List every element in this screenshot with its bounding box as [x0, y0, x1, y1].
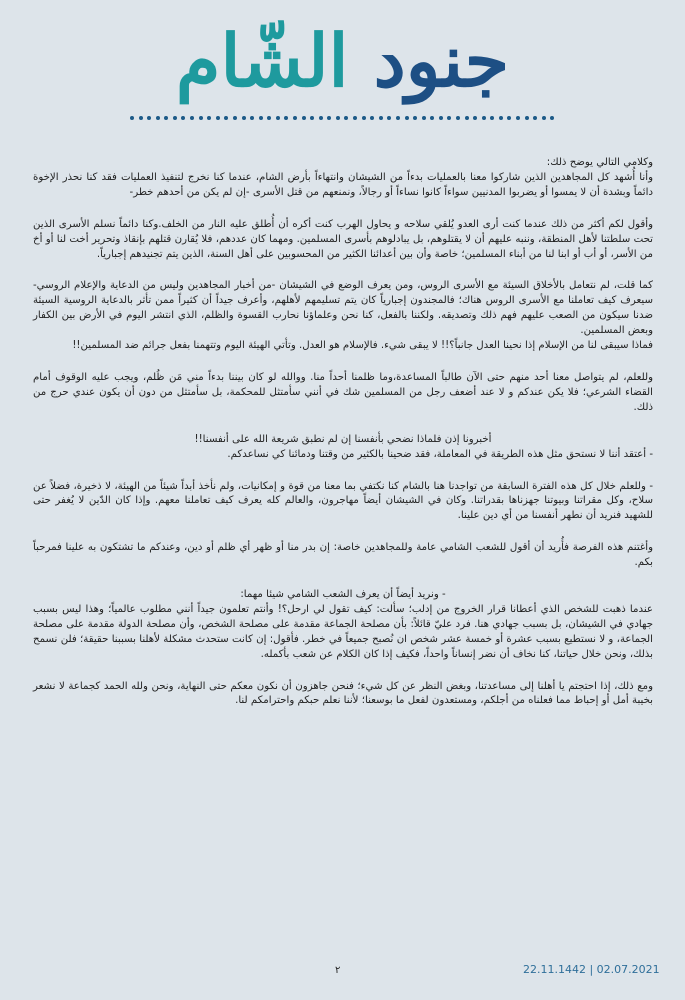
dotted-divider [130, 114, 555, 122]
paragraph-3-continuation: فماذا سيبقى لنا من الإسلام إذا نحينا العدل جانباً؟!! لا يبقى شيء. فالإسلام هو العدل. وتأتي الهيئة اليوم وتتهمنا بفعل جرائم ضد المسلمين!! [72, 340, 653, 352]
paragraph-4: وللعلم، لم يتواصل معنا أحد منهم حتى الآن طالباً المساعدة،وما ظلمنا أحداً منا. ووالله لو كان بيننا بدءاً مني مَن ظُلم، ويجب عليه الوقوف أمام القضاء الشرعي؛ فلا يكن عندكم و لا عند أضعف رجل من المسلمين شك في أنني سأمتثل للمحكمة، بل سأمتثل من دون أن يكون عندي حرج من ذلك. [33, 371, 653, 413]
paragraph-5-line-2: - أعتقد أننا لا نستحق مثل هذه الطريقة في المعاملة، فقد ضحينا بالكثير من وقتنا ودمائنا كي نساعدكم. [227, 448, 653, 460]
paragraph-3 [33, 279, 653, 354]
paragraph-7: وأغتنم هذه الفرصة فأُريد أن أقول للشعب الشامي عامة وللمجاهدين خاصة: إن بدر منا أو ظهر أي ظلم أو دين، وعندكم ما تشتكون به علينا فمرحباً بكم. [33, 542, 653, 569]
page-number: ٢ [335, 965, 341, 976]
article-body [33, 156, 653, 726]
footer-date: 22.11.1442 | 02.07.2021 [523, 963, 660, 976]
paragraph-8-heading: - ونريد أيضاً أن يعرف الشعب الشامي شيئا مهما: [240, 589, 446, 601]
paragraph-8 [33, 588, 653, 663]
paragraph-1 [33, 156, 653, 201]
logo-word-2: الشّام [175, 17, 349, 103]
paragraph-2: وأقول لكم أكثر من ذلك عندما كنت أرى العدو يُلقي سلاحه و يحاول الهرب كنت أكره أن أُطلق عليه النار من الخلف.وكنا دائماً نسلم الأسرى الذين تحت سلطتنا لأهل المنطقة، وننبه عليهم أن لا يقتلوهم، بل يبادلوهم بأسرى المسلمين. ومهما كان عددهم، فلا يُقارن قتلهم بإنقاذ وتحرير أخت لنا أو أخ من الأسر، أو أب أو ابنا لنا من أبناء المسلمين؛ خاصة وأن بين أعدائنا الكثير من المحسوبين على أهل السنة، الذين يتم تجنيدهم إجبارياً. [33, 218, 653, 260]
paragraph-3-text: كما قلت، لم نتعامل بالأخلاق السيئة مع الأسرى الروس، ومن يعرف الوضع في الشيشان -من أخبار المجاهدين وليس من الدعاية والإعلام الروسي- سيعرف كيف تعاملنا مع الأسرى الروس هناك؛ فالمجندون إجبارياً كان يتم تسليمهم لأهلهم، وأعرف جيداً أن كثيراً ممن تأثر بالدعاية الروسية السيئة ضدنا سيكون من الصعب عليهم فهم ذلك وتصديقه. ولكننا بالفعل، كنا نحن وعلماؤنا نحارب القسوة والظلم، الذي انتشر اليوم في الأرض بين الكفار وبعض المسلمين. [33, 280, 653, 337]
paragraph-1-intro: وكلامي التالي يوضح ذلك: [546, 157, 653, 168]
paragraph-8-text: عندما ذهبت للشخص الذي أعطانا قرار الخروج من إدلب؛ سألت: كيف تقول لي ارحل؟! وأنتم تعلمون جيداً أنني مطلوب عالمياً؛ وهذا ليس بسبب جهادي في الشيشان، بل بسبب جهادي هنا. فرد عليّ قائلاً: بأن مصلحة الجماعة مقدمة على مصلحة الشخص، وأن مصلحة الدولة مقدمة على مصلحة الجماعة، و لا نستطيع بسبب عشرة أو خمسة عشر شخص ان نُصبح جميعاً في خطر. فأقول: إن كانت ستحدث مشكلة لأهلنا بسببنا حقيقة؛ فلن نسمح بذلك، ونحن خلال حياتنا، كنا نخاف أن نضر إنساناً واحداً، فكيف إذا كان الكلام عن شعب بأكمله. [33, 603, 653, 660]
logo-word-1: جنود [373, 17, 510, 103]
paragraph-6: - وللعلم خلال كل هذه الفترة السابقة من تواجدنا هنا بالشام كنا نكتفي بما معنا من قوة و إمكانيات، ولم نأخذ أبداً شيئاً من الهيئة، لا ذخيرة، فضلاً عن سلاح، وكل مقراتنا وبيوتنا جهزناها بقدراتنا. وكان في الشيشان أيضاً مهاجرون، والعالم كله يعرف كيف تعاملنا معهم. وإذا كان الدّين لا يُغفر حتى للشهيد فنريد أن نطهر أنفسنا من أي دين علينا. [33, 480, 653, 522]
paragraph-5-line-1: أخبرونا إذن فلماذا نضحي بأنفسنا إن لم نطبق شريعة الله على أنفسنا!! [194, 433, 492, 445]
logo-text [175, 17, 510, 103]
paragraph-5 [33, 433, 653, 463]
paragraph-1-text: وأنا أُشهد كل المجاهدين الذين شاركوا معنا بالعمليات بدءاً من الشيشان وانتهاءاً بأرض الشام، عندما كنا نخرج لتنفيذ العمليات فقد كنا نحذر الإخوة دائماً وبشدة أن لا يمسوا أو يضربوا المدنيين سواءاً كانوا نساءاً أو رجالاً، ونمنعهم من قتل الأسرى -إن لم يكن من أحدهم خطر- [33, 171, 653, 198]
logo [0, 8, 685, 113]
paragraph-9: ومع ذلك، إذا احتجتم يا أهلنا إلى مساعدتنا، وبغض النظر عن كل شيء؛ فنحن جاهزون أن نكون معكم حتى النهاية، ونحن ولله الحمد كجماعة لا نشعر بخيبة أمل أو إحباط مما فعلناه من أجلكم، ومستعدون لفعل ما بوسعنا؛ لأننا نعلم حبكم واحترامكم لنا. [33, 680, 653, 707]
